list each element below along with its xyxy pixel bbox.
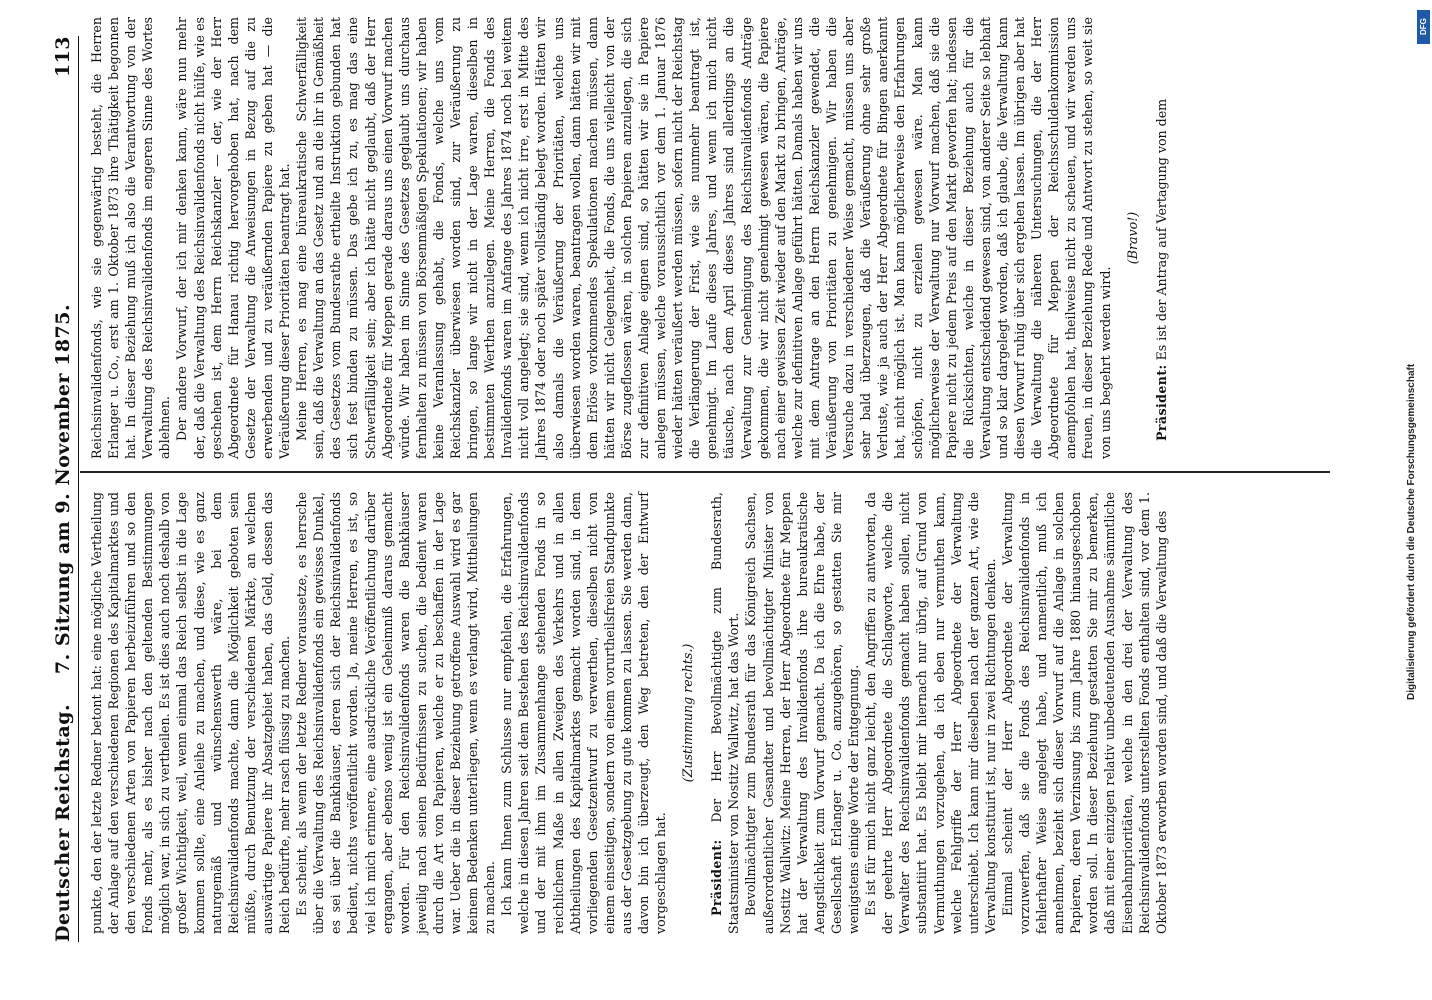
speaker-paragraph <box>708 492 742 934</box>
left-column <box>88 492 1170 934</box>
speaker-paragraph <box>1153 17 1170 459</box>
paragraph: Es ist für mich nicht ganz leicht, den Angriffen zu antworten, da der geehrte Herr Abgeordnete die Schlagworte, welche die Verwalter des Reichsinvalidenfonds gemacht haben sollen, nicht substantiirt hat. Es bleibt mir hiernach nur übrig, auf Grund von Vermuthungen vorzugehen, da ich eben nur vermuthen kann, welche Fehlgriffe der Herr Abgeordnete der Verwaltung unterschiebt. Ich kann mir dieselben nach der ganzen Art, wie die Verwaltung konstituirt ist, nur in zwei Richtungen denken. <box>863 492 998 934</box>
paragraph: Meine Herren, es mag eine büreaukratische Schwerfälligkeit sein, daß die Verwaltung an das Gesetz und an die ihr in Gemäßheit des Gesetzes vom Bundesrathe ertheilte Instruktion gebunden hat sich fest binden zu müssen. Das gebe ich zu, es mag das eine Schwerfälligkeit sein; aber ich hätte nicht geglaubt, daß der Herr Abgeordnete für Meppen gerade daraus uns einen Vorwurf machen würde. Wir haben im Sinne des Gesetzes geglaubt uns durchaus fernhalten zu müssen von Börsenmäßigen Spekulationen; wir haben keine Veranlassung gehabt, die Fonds, welche uns vom Reichskanzler überwiesen worden sind, zur Veräußerung zu bringen, so lange wir nicht in der Lage waren, dieselben in bestimmten Werthen anzulegen. Meine Herren, die Fonds des Invalidenfonds waren im Anfange des Jahres 1874 noch bei weitem nicht voll angelegt; sie sind, wenn ich nicht irre, erst in Mitte des Jahres 1874 oder noch später vollständig belegt worden. Hätten wir also damals die Veräußerung der Prioritäten, welche uns überwiesen worden waren, beantragen wollen, dann hätten wir mit dem Erlöse vorkommendes Spekulationen machen müssen, dann hätten wir nicht Gelegenheit, die Fonds, die uns vielleicht von der Börse zugeflossen wären, in solchen Papieren anzulegen, die sich zur definitiven Anlage eignen sind, so hätten wir sie in Papiere anlegen müssen, welche voraussichtlich vor dem 1. Januar 1876 wieder hätten veräußert werden müssen, sofern nicht der Reichstag die Verlängerung der Frist, wie sie nunmehr beantragt ist, genehmigt. Im Laufe dieses Jahres, und wenn ich mich nicht täusche, nach dem April dieses Jahres sind allerdings an die Verwaltung zur Genehmigung des Reichsinvalidenfonds Anträge gekommen, die wir nicht genehmigt gewesen wären, die Papiere nach einer gewissen Zeit wieder auf den Markt zu bringen, Anträge, welche zur definitiven Anlage geführt hätten. Damals haben wir uns mit dem Antrage an den Herrn Reichskanzler gewendet, die Veräußerung von Prioritäten zu genehmigen. Wir haben die Versuche dazu in verschiedener Weise gemacht, müssen uns aber sehr bald überzeugen, daß die Veräußerung ohne sehr große Verluste, wie ja auch der Herr Abgeordnete für Bingen anerkannt hat, nicht möglich ist. Man kann möglicherweise den Erfahrungen schöpfen, nicht zu erzielen gewesen wäre. Man kann möglicherweise der Verwaltung nur Vorwurf machen, daß sie die Papiere nicht zu jedem Preis auf den Markt geworfen hat; indessen die Rücksichten, welche in dieser Beziehung auch für die Verwaltung entscheidend gewesen sind, von anderer Seite so lebhaft und so klar dargelegt worden, daß ich glaube, die Verwaltung kann diesen Vorwurf ruhig über sich ergehen lassen. Im übrigen aber hat die Verwaltung die näheren Untersuchungen, die der Herr Abgeordnete für Meppen der Reichsschuldenkommission anempfohlen hat, theilweise nicht zu scheuen, und wir werden uns freuen, in dieser Beziehung Rede und Antwort zu stehen, so weit sie von uns begehrt werden wird. <box>294 17 1113 459</box>
paragraph: Es scheint, als wenn der letzte Redner voraussetze, es herrsche über die Verwaltung des Reichsinvalidenfonds ein gewisses Dunkel, es sei über die Bankhäuser, deren sich der Reichsinvalidenfonds bedient, nichts veröffentlicht worden. Ja, meine Herren, es ist, so viel ich mich erinnere, eine ausdrückliche Veröffentlichung darüber ergangen, aber ebenso wenig ist ein Geheimniß daraus gemacht worden. Für den Reichsinvalidenfonds waren die Bankhäuser jeweilig nach seinen Bedürfnissen zu suchen, die bedient waren durch die Art von Papieren, welche er zu beschaffen in der Lage war. Ueber die in dieser Beziehung getroffene Auswahl wird es gar keinem Bedenken unterliegen, wenn es verlangt wird, Mittheilungen zu machen. <box>294 492 498 934</box>
speaker-label: Präsident: <box>709 839 725 916</box>
paragraph: punkte, den der letzte Redner betont hat: eine mögliche Vertheilung der Anlage auf den verschiedenen Regionen des Kapitalmarktes und den verschiedenen Arten von Papieren herbeizuführen und so den Fonds mehr, als es bisher nach den geltenden Bestimmungen möglich war, in sich zu vertheilen. Es ist dies auch noch deshalb von großer Wichtigkeit, weil, wenn einmal das Reich selbst in die Lage kommen sollte, eine Anleihe zu machen, und diese, wie es ganz naturgemäß und wünschenswerth wäre, bei dem Reichsinvalidenfonds machte, dann die Möglichkeit geboten sein müßte, durch Benutzung der verschiedenen Märkte, an welchen auswärtige Papiere ihr Absatzgebiet haben, das Geld, dessen das Reich bedürfte, mehr rasch flüssig zu machen. <box>89 492 293 934</box>
column-divider <box>80 472 1330 474</box>
header-session: 7. Sitzung am 9. November 1875. <box>52 303 74 675</box>
speaker-label: Präsident: <box>1153 364 1169 441</box>
paragraph: Reichsinvalidenfonds, wie sie gegenwärtig besteht, die Herren Erlanger u. Co., erst am 1. Oktober 1873 ihre Thätigkeit begonnen hat. In dieser Beziehung muß ich also die Verantwortung von der Verwaltung des Reichsinvalidenfonds im engeren Sinne des Wortes ablehnen. <box>89 17 173 459</box>
paragraph: Der andere Vorwurf, der ich mir denken kann, wäre nun mehr der, daß die Verwaltung des Reichsinvalidenfonds nicht hülfe, wie es geschehen ist, dem Herrn Reichskanzler — der, wie der Herr Abgeordnete für Hanau richtig hervorgehoben hat, nach dem Gesetze der Verwaltung die Anweisungen in Bezug auf die zu erwerbenden und zu veräußernden Papiere zu geben hat — die Veräußerung dieser Prioritäten beantragt hat. <box>174 17 293 459</box>
page-header <box>50 36 79 942</box>
speaker-text: Es ist der Antrag auf Vertagung von dem <box>1153 98 1169 361</box>
paragraph: Bevollmächtigter zum Bundesrath für das Königreich Sachsen, außerordentlicher Gesandter und bevollmächtigter Minister von Nostitz Wallwitz: Meine Herren, der Herr Abgeordnete für Meppen hat der Verwaltung des Invalidenfonds ihre bureaukratische Aengstlichkeit zum Vorwurf gemacht. Da ich die Ehre habe, der Gesellschaft Erlanger u. Co. anzugehören, so gestatten Sie mir wenigstens einige Worte der Entgegnung. <box>743 492 862 934</box>
header-publication: Deutscher Reichstag. <box>52 703 74 942</box>
speaker-text: Der Herr Bevollmächtigte zum Bundesrath, Staatsminister von Nostitz Wallwitz, hat das Wort. <box>709 492 742 934</box>
interjection: (Zustimmung rechts.) <box>680 643 696 783</box>
digitization-credit: Digitalisierung gefördert durch die Deutsche Forschungsgemeinschaft <box>1406 363 1417 700</box>
paragraph: Einmal scheint der Herr Abgeordnete der Verwaltung vorzuwerfen, daß sie die Fonds des Reichsinvalidenfonds in fehlerhafter Weise angelegt habe, und namentlich, muß ich annehmen, bezieht sich dieser Vorwurf auf die Anlage in solchen Papieren, deren Verzinsung bis zum Jahre 1880 hinausgeschoben worden soll. In dieser Beziehung gestatten Sie mir zu bemerken, daß mit einer einzigen relativ unbedeutenden Ausnahme sämmtliche Eisenbahnprioritäten, welche in den drei der Verwaltung des Reichsinvalidenfonds unterstellten Fonds enthalten sind, vor dem 1. Oktober 1873 erworben worden sind, und daß die Verwaltung des <box>999 492 1169 934</box>
interjection: (Bravo!) <box>1124 211 1140 265</box>
dfg-logo: DFG <box>1417 10 1430 44</box>
paragraph: Ich kann Ihnen zum Schlusse nur empfehlen, die Erfahrungen, welche in diesen Jahren seit dem Bestehen des Reichsinvalidenfonds und der mit ihm im Zusammenhange stehenden Fonds in so reichlichem Maße in allen Zweigen des Verkehrs und in allen Abtheilungen des Kapitalmarktes gemacht worden sind, in dem vorliegenden Gesetzentwurf zu verwerthen, dieselben nicht von einem einseitigen, sondern von einem vorurtheilsfreien Standpunkte aus der Gesetzgebung zu gute kommen zu lassen. Sie werden dann, davon bin ich überzeugt, den Weg betreten, den der Entwurf vorgeschlagen hat. <box>499 492 669 934</box>
page-number: 113 <box>52 36 74 78</box>
right-column <box>88 17 1170 459</box>
